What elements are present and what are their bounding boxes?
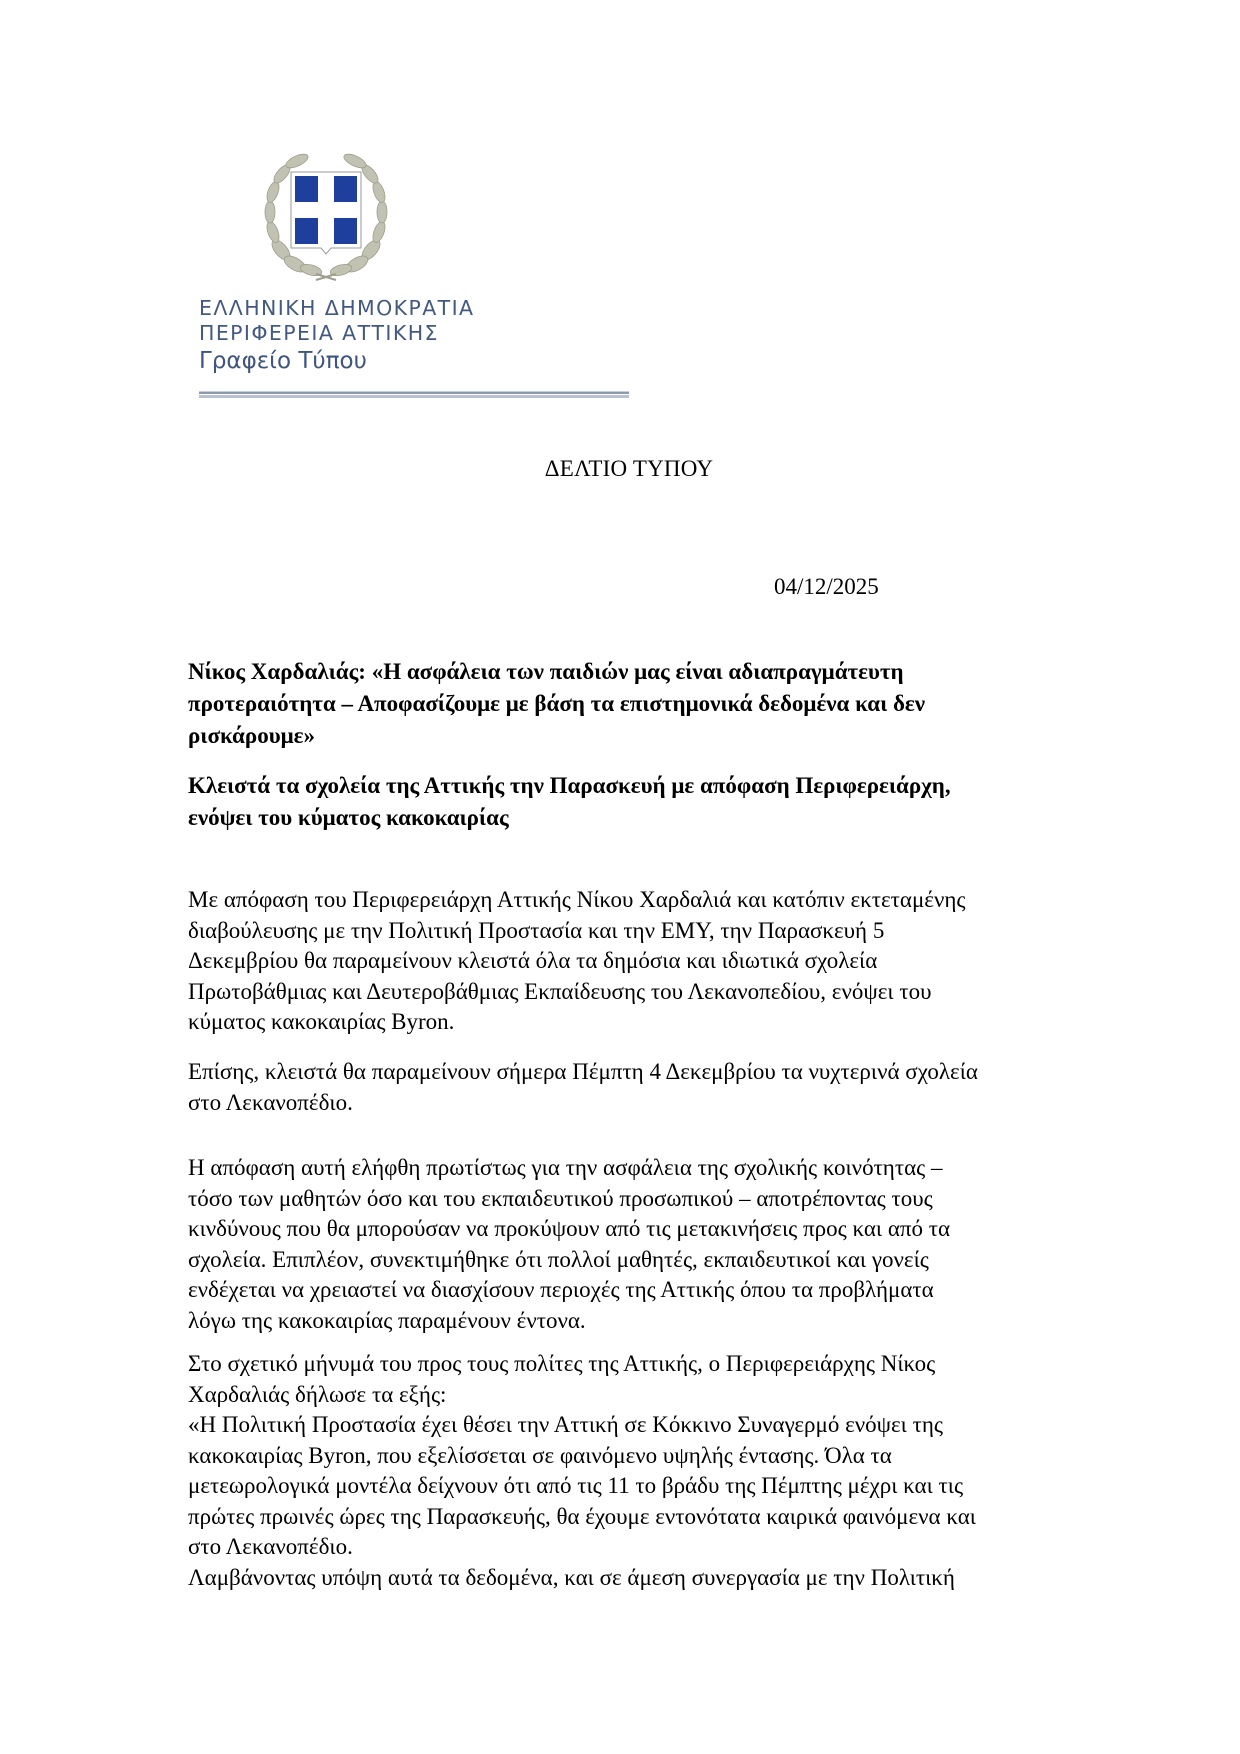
paragraph-line: κύματος κακοκαιρίας Byron. (188, 1009, 455, 1034)
paragraph-line: στο Λεκανοπέδιο. (188, 1534, 353, 1559)
paragraph-line: «Η Πολιτική Προστασία έχει θέσει την Αττική σε Κόκκινο Συναγερμό ενόψει της (188, 1412, 944, 1437)
paragraph-statement (188, 1349, 1068, 1593)
paragraph-decision (188, 885, 1068, 1038)
headline-subtitle (188, 770, 1068, 834)
paragraph-line: ενδέχεται να χρειαστεί να διασχίσουν περιοχές της Αττικής όπου τα προβλήματα (188, 1277, 934, 1302)
paragraph-line: Δεκεμβρίου θα παραμείνουν κλειστά όλα τα δημόσια και ιδιωτικά σχολεία (188, 948, 878, 973)
paragraph-line: λόγω της κακοκαιρίας παραμένουν έντονα. (188, 1307, 586, 1333)
headline-line: Νίκος Χαρδαλιάς: «Η ασφάλεια των παιδιών μας είναι αδιαπραγμάτευτη (188, 659, 904, 684)
headline-line: προτεραιότητα – Αποφασίζουμε με βάση τα επιστημονικά δεδομένα και δεν (188, 691, 925, 716)
paragraph-line: Λαμβάνοντας υπόψη αυτά τα δεδομένα, και σε άμεση συνεργασία με την Πολιτική (188, 1564, 955, 1590)
paragraph-line: Στο σχετικό μήνυμά του προς τους πολίτες της Αττικής, ο Περιφερειάρχης Νίκος (188, 1351, 936, 1376)
paragraph-line: μετεωρολογικά μοντέλα δείχνουν ότι από τις 11 το βράδυ της Πέμπτης μέχρι και τις (188, 1473, 964, 1498)
paragraph-line: πρώτες πρωινές ώρες της Παρασκευής, θα έχουμε εντονότατα καιρικά φαινόμενα και (188, 1503, 976, 1529)
paragraph-rationale (188, 1153, 1068, 1336)
letterhead-text (199, 296, 474, 374)
letterhead-divider (199, 391, 629, 398)
headline-line: Κλειστά τα σχολεία της Αττικής την Παρασκευή με απόφαση Περιφερειάρχη, (188, 773, 951, 798)
paragraph-line: διαβούλευσης με την Πολιτική Προστασία και την ΕΜΥ, την Παρασκευή 5 (188, 917, 885, 943)
letterhead-republic: ΕΛΛΗΝΙΚΗ ΔΗΜΟΚΡΑΤΙΑ (199, 296, 475, 320)
paragraph-line: Η απόφαση αυτή ελήφθη πρωτίστως για την ασφάλεια της σχολικής κοινότητας – (188, 1155, 943, 1180)
paragraph-night-schools (188, 1057, 1068, 1118)
headline-line: ρισκάρουμε» (188, 723, 316, 748)
letterhead-region: ΠΕΡΙΦΕΡΕΙΑ ΑΤΤΙΚΗΣ (199, 321, 439, 345)
paragraph-line: στο Λεκανοπέδιο. (188, 1089, 353, 1115)
paragraph-line: κινδύνους που θα μπορούσαν να προκύψουν από τις μετακινήσεις προς και από τα (188, 1216, 951, 1241)
paragraph-line: Πρωτοβάθμιας και Δευτεροβάθμιας Εκπαίδευσης του Λεκανοπεδίου, ενόψει του (188, 978, 932, 1004)
paragraph-line: Χαρδαλιάς δήλωσε τα εξής: (188, 1381, 447, 1407)
paragraph-line: Επίσης, κλειστά θα παραμείνουν σήμερα Πέμπτη 4 Δεκεμβρίου τα νυχτερινά σχολεία (188, 1059, 978, 1084)
headline-quote (188, 656, 1068, 752)
letterhead-press-office: Γραφείο Τύπου (199, 348, 367, 374)
greek-coat-of-arms-icon (261, 150, 391, 282)
paragraph-line: κακοκαιρίας Byron, που εξελίσσεται σε φαινόμενο υψηλής έντασης. Όλα τα (188, 1442, 892, 1468)
paragraph-line: τόσο των μαθητών όσο και του εκπαιδευτικού προσωπικού – αποτρέποντας τους (188, 1185, 933, 1211)
paragraph-line: σχολεία. Επιπλέον, συνεκτιμήθηκε ότι πολλοί μαθητές, εκπαιδευτικοί και γονείς (188, 1246, 929, 1272)
paragraph-line: Με απόφαση του Περιφερειάρχη Αττικής Νίκου Χαρδαλιά και κατόπιν εκτεταμένης (188, 887, 966, 912)
document-date: 04/12/2025 (774, 574, 879, 599)
headline-line: ενόψει του κύματος κακοκαιρίας (188, 805, 509, 830)
document-type-title: ΔΕΛΤΙΟ ΤΥΠΟΥ (544, 456, 714, 481)
